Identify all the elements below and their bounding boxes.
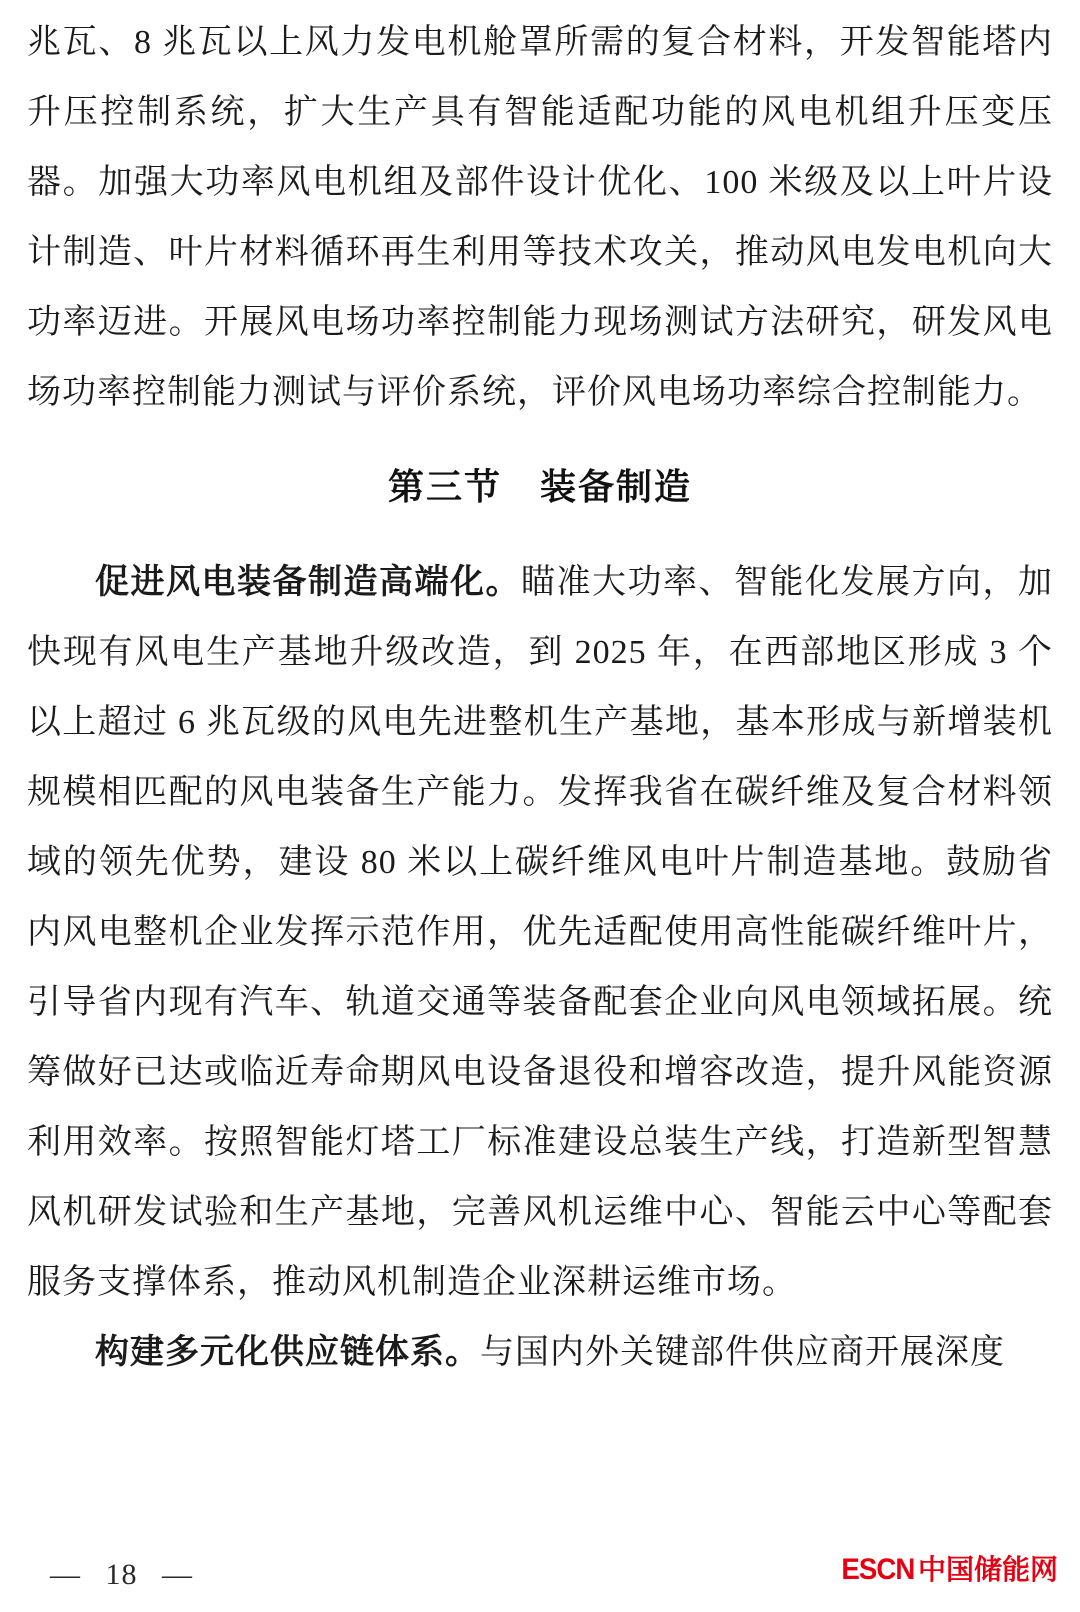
escn-logo-chinese: 中国储能网 [917, 1554, 1058, 1585]
page-footer [0, 1542, 1080, 1612]
paragraph [27, 1318, 1053, 1388]
paragraph-text: 瞄准大功率、智能化发展方向，加快现有风电生产基地升级改造，到 2025 年，在西部地区形成 3 个以上超过 6 兆瓦级的风电先进整机生产基地，基本形成与新增装机规模相匹配的风电装备生产能力。发挥我省在碳纤维及复合材料领域的领先优势，建设 80 米以上碳纤维风电叶片制造基地。鼓励省内风电整机企业发挥示范作用，优先适配使用高性能碳纤维叶片，引导省内现有汽车、轨道交通等装备配套企业向风电领域拓展。统筹做好已达或临近寿命期风电设备退役和增容改造，提升风能资源利用效率。按照智能灯塔工厂标准建设总装生产线，打造新型智慧风机研发试验和生产基地，完善风机运维中心、智能云中心等配套服务支撑体系，推动风机制造企业深耕运维市场。 [27, 564, 1053, 1301]
paragraph [27, 8, 1053, 428]
escn-logo [835, 1548, 1058, 1588]
paragraph-lead: 促进风电装备制造高端化。 [95, 564, 521, 601]
escn-logo-latin: ESCN [840, 1553, 914, 1586]
page-number: — 18 — [50, 1558, 193, 1591]
section-heading: 第三节 装备制造 [387, 466, 692, 507]
paragraph [27, 548, 1053, 1318]
paragraph-text: 与国内外关键部件供应商开展深度 [480, 1334, 1005, 1371]
paragraph-text: 兆瓦、8 兆瓦以上风力发电机舱罩所需的复合材料，开发智能塔内升压控制系统，扩大生产具有智能适配功能的风电机组升压变压器。加强大功率风电机组及部件设计优化、100 米级及以上叶片设计制造、叶片材料循环再生利用等技术攻关，推动风电发电机向大功率迈进。开展风电场功率控制能力现场测试方法研究，研发风电场功率控制能力测试与评价系统，评价风电场功率综合控制能力。 [27, 24, 1053, 411]
page-content [27, 8, 1053, 1388]
paragraph-lead: 构建多元化供应链体系。 [95, 1334, 480, 1371]
